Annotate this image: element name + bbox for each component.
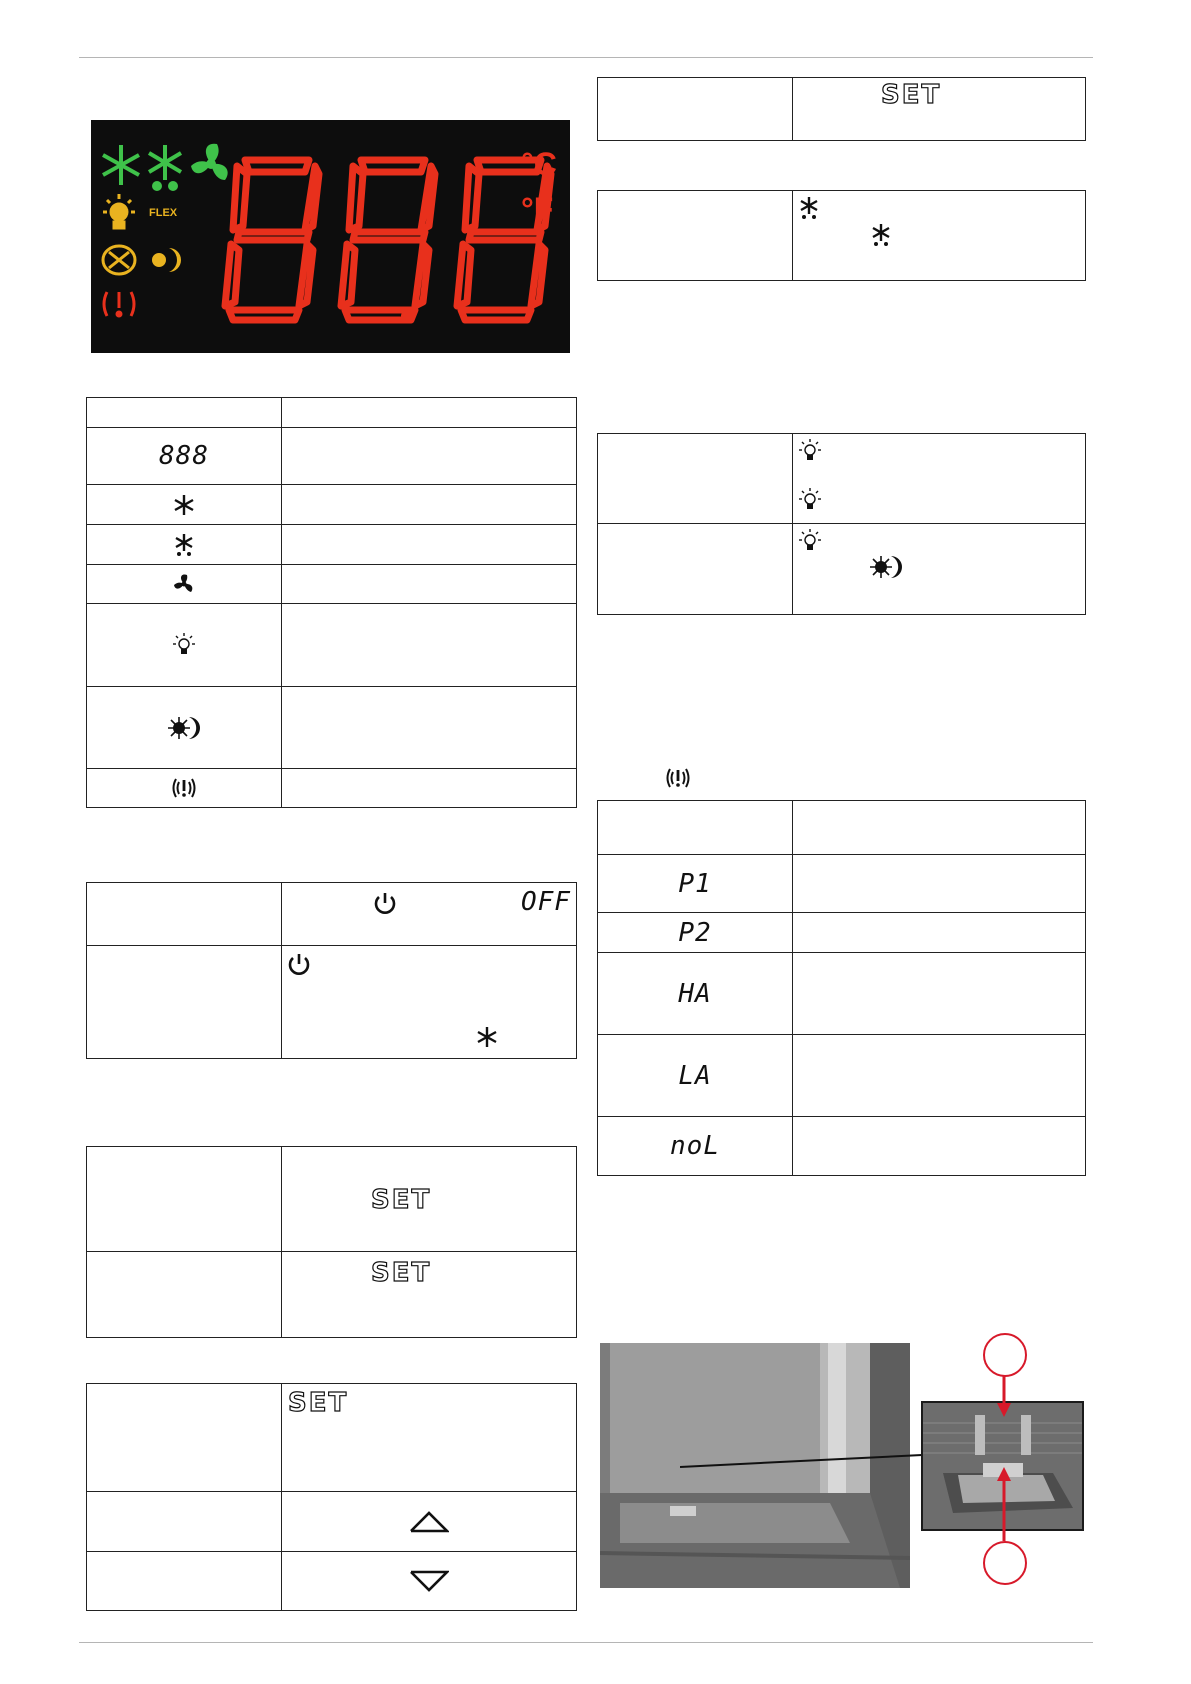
- day-night-icon: [152, 248, 181, 272]
- alarm-codes-table: [597, 800, 1086, 1176]
- light-bulb-icon: [171, 632, 197, 658]
- light-bulb-icon: [797, 528, 823, 554]
- set-symbol: SET: [881, 80, 942, 110]
- set-symbol: SET: [371, 1185, 432, 1215]
- day-night-icon: [869, 554, 903, 580]
- power-icon: [287, 952, 311, 976]
- snowflake-icon: [173, 494, 195, 516]
- set-table-1: [86, 1146, 577, 1338]
- label-cell: [598, 434, 793, 524]
- label-cell: [87, 946, 282, 1059]
- defrost-icon: [149, 145, 181, 189]
- header-cell: [282, 398, 577, 428]
- header-cell: [87, 398, 282, 428]
- label-cell: [87, 883, 282, 946]
- description-cell: [282, 604, 577, 687]
- arrow-down-icon: [409, 1569, 449, 1593]
- alarm-code-la: LA: [678, 1060, 712, 1091]
- seven-segment-digits: [225, 160, 554, 320]
- light-bulb-icon: [797, 438, 823, 464]
- unit-fahrenheit: °F: [521, 191, 554, 227]
- callout-circle-top: [983, 1333, 1027, 1377]
- description-cell: [793, 913, 1086, 953]
- arrow-up-icon: [409, 1510, 449, 1534]
- defrost-icon: [797, 196, 821, 220]
- description-cell: [793, 1035, 1086, 1117]
- defrost-icon: [869, 223, 893, 247]
- alarm-icon: [104, 292, 134, 316]
- set-symbol: SET: [288, 1388, 349, 1418]
- set-table-3: [597, 77, 1086, 141]
- snowflake-icon: [476, 1026, 498, 1048]
- controller-display: [91, 120, 570, 353]
- description-cell: [282, 687, 577, 769]
- leader-line: [680, 1412, 925, 1472]
- bottom-rule: [79, 1642, 1093, 1643]
- light-table: [597, 433, 1086, 615]
- header-cell: [793, 801, 1086, 855]
- label-cell: [87, 1552, 282, 1611]
- lcd-off: OFF: [521, 887, 571, 917]
- lcd-digits-888: 888: [159, 441, 209, 471]
- alarm-code-p2: P2: [678, 917, 712, 948]
- label-cell: [598, 524, 793, 615]
- top-rule: [79, 57, 1093, 58]
- label-cell: [87, 1252, 282, 1338]
- defrost-icon: [172, 533, 196, 557]
- alarm-code-ha: HA: [678, 978, 712, 1009]
- fan-icon: [172, 573, 196, 595]
- flex-label: FLEX: [149, 207, 178, 219]
- description-cell: [793, 1117, 1086, 1176]
- set-symbol: SET: [371, 1258, 432, 1288]
- label-cell: [87, 1492, 282, 1552]
- label-cell: [87, 1384, 282, 1492]
- power-icon: [373, 891, 397, 915]
- display-graphic: [91, 120, 570, 353]
- defrost-table: [597, 190, 1086, 281]
- symbols-table: [86, 397, 577, 808]
- callout-circle-bottom: [983, 1541, 1027, 1585]
- label-cell: [598, 191, 793, 281]
- door-heater-icon: [103, 246, 135, 274]
- description-cell: [282, 525, 577, 565]
- power-table: [86, 882, 577, 1059]
- snowflake-icon: [103, 145, 139, 185]
- description-cell: [282, 769, 577, 808]
- set-table-2: [86, 1383, 577, 1611]
- description-cell: [282, 428, 577, 485]
- callout-arrows: [990, 1375, 1020, 1545]
- light-bulb-icon: [797, 487, 823, 513]
- day-night-icon: [167, 715, 201, 741]
- description-cell: [282, 485, 577, 525]
- label-cell: [598, 78, 793, 141]
- alarm-icon: [170, 776, 198, 800]
- label-cell: [87, 1147, 282, 1252]
- alarm-icon: [664, 766, 692, 790]
- decimal-point: [401, 310, 413, 322]
- description-cell: [793, 953, 1086, 1035]
- light-bulb-icon: [103, 194, 135, 228]
- description-cell: [282, 565, 577, 604]
- fan-icon: [191, 144, 228, 180]
- header-cell: [598, 801, 793, 855]
- description-cell: [793, 855, 1086, 913]
- unit-celsius: °C: [521, 146, 557, 182]
- alarm-code-p1: P1: [678, 868, 712, 899]
- alarm-code-nol: noL: [670, 1131, 720, 1161]
